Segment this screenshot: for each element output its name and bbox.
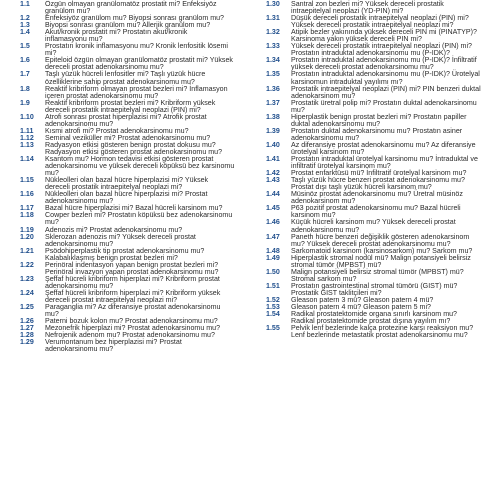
- item-number: 1.34: [266, 56, 280, 65]
- list-item: [20, 57, 252, 71]
- item-text: Radikal prostatektomide organa sınırlı karsinom mu? Radikal prostatektomide prostat dışına yayılım mı?: [291, 310, 457, 326]
- item-number: 1.17: [20, 204, 34, 213]
- item-text: Prostatın intraduktal ürotelyal karsinomu mu? İntraduktal ve infiltratif ürotelyal karsinom mu?: [291, 155, 478, 171]
- list-item: [266, 219, 498, 233]
- list-item: [266, 71, 498, 85]
- list-item: [266, 269, 498, 283]
- item-number: 1.36: [266, 84, 280, 93]
- item-number: 1.22: [20, 260, 34, 269]
- item-number: 1.55: [266, 324, 280, 333]
- item-number: 1.31: [266, 14, 280, 23]
- item-text: Bazal hücre hiperplazisi mi? Bazal hücreli karsinom mu?: [45, 204, 223, 213]
- item-text: Paraganglia mi? Az diferansiye prostat adenokarsinomu mu?: [45, 303, 221, 319]
- item-number: 1.49: [266, 253, 280, 262]
- item-number: 1.46: [266, 218, 280, 227]
- item-number: 1.1: [20, 0, 30, 8]
- list-item: [266, 191, 498, 205]
- item-number: 1.9: [20, 98, 30, 107]
- list-item: [266, 283, 498, 297]
- list-item: [20, 290, 252, 304]
- list-item: [20, 177, 252, 191]
- list-item: [266, 142, 498, 156]
- item-number: 1.40: [266, 140, 280, 149]
- item-text: Malign potansiyeli belirsiz stromal tümör (MPBST) mü? Stromal sarkom mu?: [291, 267, 464, 283]
- item-number: 1.3: [20, 21, 30, 30]
- item-text: Nükleolleri olan bazal hücre hiperplazisi mi? Yüksek dereceli prostatik intraepitelyal neoplazi mi?: [45, 176, 209, 192]
- item-text: Prostatın gastrointestinal stromal tümörü (GIST) mü? Prostatik GIST taklitçileri mi?: [291, 281, 458, 297]
- item-number: 1.21: [20, 246, 34, 255]
- item-text: Gleason patern 4 mü? Gleason patern 5 mi?: [291, 303, 431, 312]
- item-text: Enfeksiyöz granülom mu? Biyopsi sonrası granülom mu?: [45, 14, 225, 23]
- list-item: [266, 1, 498, 15]
- item-text: Prostatik üretral polip mi? Prostatın duktal adenokarsinomu mu?: [291, 98, 477, 114]
- item-number: 1.41: [266, 155, 280, 164]
- list-item: [20, 339, 252, 353]
- list-item: [20, 100, 252, 114]
- list-item: [266, 325, 498, 339]
- item-text: Yüksek dereceli prostatik intraepitelyal neoplazi (PIN) mi? Prostatın intraduktal adenokarsinomu mu (P-IDK)?: [291, 42, 472, 58]
- item-number: 1.38: [266, 112, 280, 121]
- item-text: Seminal veziküller mi? Prostat adenokarsinomu mu?: [45, 133, 211, 142]
- list-item: [20, 234, 252, 248]
- item-text: Prostatın kronik inflamasyonu mu? Kronik lenfositik lösemi mi?: [45, 42, 228, 58]
- item-text: Az diferansiye prostat adenokarsinomu mu? Az diferansiye ürotelyal karsinom mu?: [291, 140, 476, 156]
- item-number: 1.29: [20, 338, 34, 347]
- list-item: [266, 29, 498, 43]
- list-item: [266, 114, 498, 128]
- item-number: 1.42: [266, 169, 280, 178]
- item-text: Reaktif kribriform prostat bezleri mi? Kribriform yüksek dereceli prostatik intraepitelyal neoplazi (PIN) mi?: [45, 98, 216, 114]
- left-column: [20, 1, 252, 353]
- item-text: Santral zon bezleri mi? Yüksek dereceli prostatik intraepitelyal neoplazi (YD-PIN) mi?: [291, 0, 444, 16]
- item-number: 1.24: [20, 288, 34, 297]
- item-number: 1.8: [20, 84, 30, 93]
- list-item: [266, 205, 498, 219]
- item-number: 1.11: [20, 126, 34, 135]
- list-item: [266, 100, 498, 114]
- list-item: [20, 142, 252, 156]
- item-text: Prostatik intraepitelyal neoplazi (PIN) mi? PIN benzeri duktal adenokarsinom mu?: [291, 84, 481, 100]
- item-text: Atrofi sonrası prostat hiperplazisi mi? Atrofik prostat adenokarsinomu mu?: [45, 112, 207, 128]
- item-text: P63 pozitif prostat adenokarsinomu mu? Bazal hücreli karsinom mu?: [291, 204, 461, 220]
- item-text: Küçük hücreli karsinom mu? Yüksek dereceli prostat adenokarsinomu mu?: [291, 218, 456, 234]
- item-text: Radyasyon etkisi gösteren benign prostat dokusu mu? Radyasyon etkisi gösteren prostat adenokarsinomu mu?: [45, 140, 223, 156]
- item-text: Verumontanum bez hiperplazisi mi? Prostat adenokarsinomu mu?: [45, 338, 182, 354]
- item-number: 1.6: [20, 56, 30, 65]
- item-number: 1.15: [20, 176, 34, 185]
- list-item: [266, 15, 498, 29]
- list-item: [20, 43, 252, 57]
- item-number: 1.53: [266, 303, 280, 312]
- item-number: 1.35: [266, 70, 280, 79]
- item-number: 1.13: [20, 140, 34, 149]
- item-text: Prostat enfarktüsü mü? İnfiltratif ürotelyal karsinom mu?: [291, 169, 467, 178]
- list-item: [266, 86, 498, 100]
- item-text: Perinöral indentasyon yapan benign prostat bezleri mi? Perinöral invazyon yapan prostat adenokarsinomu mu?: [45, 260, 219, 276]
- item-number: 1.7: [20, 70, 30, 79]
- list-item: [266, 177, 498, 191]
- item-text: Biyopsi sonrası granülom mu? Allerjik granülom mu?: [45, 21, 211, 30]
- item-number: 1.5: [20, 42, 30, 51]
- item-number: 1.10: [20, 112, 34, 121]
- item-text: Prostatın intraduktal adenokarsinomu mu (P-IDK)? Ürotelyal karsinomun intraduktal yayılımı mı?: [291, 70, 480, 86]
- list-item: [266, 255, 498, 269]
- item-number: 1.48: [266, 246, 280, 255]
- item-text: Sarkomatoid karsinom (karsinosarkom) mu? Sarkom mu?: [291, 246, 473, 255]
- item-text: Hiperplastik benign prostat bezleri mi? Prostatın papiller duktal adenokarsinomu mu?: [291, 112, 467, 128]
- item-number: 1.33: [266, 42, 280, 51]
- item-text: Müsinöz prostat adenokarsinomu mu? Üretral müsinöz adenokarsinom mu?: [291, 190, 463, 206]
- list-item: [20, 86, 252, 100]
- item-number: 1.52: [266, 295, 280, 304]
- item-text: Paterni bozuk kolon mu? Prostat adenokarsinomu mu?: [45, 317, 218, 326]
- item-number: 1.28: [20, 331, 34, 340]
- item-text: Cowper bezleri mi? Prostatın köpüksü bez adenokarsinomu mu?: [45, 211, 233, 227]
- item-text: Özgün olmayan granülomatöz prostatit mi? Enfeksiyöz granülom mu?: [45, 0, 217, 16]
- item-text: Epiteloid özgün olmayan granülomatöz prostatit mi? Yüksek dereceli prostat adenokarsinomu mu?: [45, 56, 233, 72]
- list-item: [266, 311, 498, 325]
- item-number: 1.16: [20, 190, 34, 199]
- list-item: [266, 156, 498, 170]
- item-text: Taşlı yüzük hücreli lenfositler mi? Taşlı yüzük hücre özelliklerine sahip prostat adenokarsinomu mu?: [45, 70, 206, 86]
- item-number: 1.23: [20, 274, 34, 283]
- item-number: 1.12: [20, 133, 34, 142]
- item-number: 1.47: [266, 232, 280, 241]
- item-text: Atipik bezler yakınında yüksek dereceli PIN mi (PINATYP)? Karsinoma yakın yüksek dereceli PIN mi?: [291, 28, 477, 44]
- item-number: 1.30: [266, 0, 280, 8]
- list-item: [266, 234, 498, 248]
- item-text: Nefrojenik adenom mu? Prostat adenokarsinomu mu?: [45, 331, 215, 340]
- list-item: [20, 212, 252, 226]
- list-item: [20, 71, 252, 85]
- item-text: Adenozis mi? Prostat adenokarsinomu mu?: [45, 225, 183, 234]
- item-text: Sklerozan adenozis mi? Yüksek dereceli prostat adenokarsinomu mu?: [45, 232, 196, 248]
- item-number: 1.27: [20, 324, 34, 333]
- item-text: Ksantom mu? Hormon tedavisi etkisi gösteren prostat adenokarsinomu ve yüksek dereceli köpüksü bez karsinomu mu?: [45, 155, 235, 178]
- item-number: 1.4: [20, 28, 30, 37]
- item-text: Gleason patern 3 mü? Gleason patern 4 mü?: [291, 295, 434, 304]
- list-item: [20, 191, 252, 205]
- item-text: Nükleolleri olan bazal hücre hiperplazisi mi? Prostat adenokarsinomu mu?: [45, 190, 208, 206]
- item-text: Prostatın duktal adenokarsinomu mu? Prostatın asiner adenokarsinomu mu?: [291, 126, 463, 142]
- item-number: 1.44: [266, 190, 280, 199]
- item-number: 1.32: [266, 28, 280, 37]
- item-number: 1.19: [20, 225, 34, 234]
- list-item: [266, 128, 498, 142]
- item-number: 1.43: [266, 176, 280, 185]
- item-text: Reaktif kribriform olmayan prostat bezleri mi? İnflamasyon içeren prostat adenokarsinomu mu?: [45, 84, 228, 100]
- item-number: 1.20: [20, 232, 34, 241]
- item-number: 1.45: [266, 204, 280, 213]
- list-item: [266, 57, 498, 71]
- list-item: [20, 262, 252, 276]
- right-column: [266, 1, 498, 339]
- item-number: 1.54: [266, 310, 280, 319]
- list-item: [20, 248, 252, 262]
- item-number: 1.39: [266, 126, 280, 135]
- item-text: Düşük dereceli prostatik intraepitelyal neoplazi (PIN) mi? Yüksek dereceli prostatik intraepitelyal neoplazi mi?: [291, 14, 469, 30]
- item-number: 1.25: [20, 303, 34, 312]
- list-item: [20, 29, 252, 43]
- item-text: Pelvik lenf bezlerinde kalça protezine karşı reaksiyon mu? Lenf bezlerinde metastatik prostat adenokarsinomu mu?: [291, 324, 474, 340]
- item-number: 1.51: [266, 281, 280, 290]
- item-number: 1.18: [20, 211, 34, 220]
- item-text: Şeffaf hücreli kribriform hiperplazi mi? Kribriform yüksek dereceli prostat intraepitelyal neoplazi mi?: [45, 288, 221, 304]
- item-text: Hiperplastik stromal nodül mü? Malign potansiyeli belirsiz stromal tümör (MPBST) mü?: [291, 253, 471, 269]
- item-text: Kısmi atrofi mi? Prostat adenokarsinomu mu?: [45, 126, 189, 135]
- item-text: Akut/kronik prostatit mi? Prostatın akut/kronik inflamasyonu mu?: [45, 28, 188, 44]
- item-number: 1.26: [20, 317, 34, 326]
- item-text: Mezonefrik hiperplazi mi? Prostat adenokarsinomu mu?: [45, 324, 221, 333]
- item-number: 1.14: [20, 155, 34, 164]
- list-item: [20, 114, 252, 128]
- item-number: 1.37: [266, 98, 280, 107]
- item-number: 1.50: [266, 267, 280, 276]
- item-text: Şeffaf hücreli kribriform hiperplazi mi? Kribriform prostat adenokarsinomu mu?: [45, 274, 220, 290]
- item-text: Prostatın intraduktal adenokarsinomu mu (P-IDK)? İnfiltratif yüksek dereceli prostat adenokarsinomu mu?: [291, 56, 477, 72]
- list-item: [20, 276, 252, 290]
- list-item: [20, 1, 252, 15]
- list-item: [20, 304, 252, 318]
- item-text: Psödohiperplastik tip prostat adenokarsinomu mu? Kalabalıklaşmış benign prostat bezleri mi?: [45, 246, 205, 262]
- item-text: Paneth hücre benzeri değişiklik gösteren adenokarsinom mu? Yüksek dereceli prostat adenokarsinomu mu?: [291, 232, 470, 248]
- item-number: 1.2: [20, 14, 30, 23]
- list-item: [20, 156, 252, 177]
- item-text: Taşlı yüzük hücre benzeri prostat adenokarsinomu mu? Prostat dışı taşlı yüzük hücreli karsinom mu?: [291, 176, 465, 192]
